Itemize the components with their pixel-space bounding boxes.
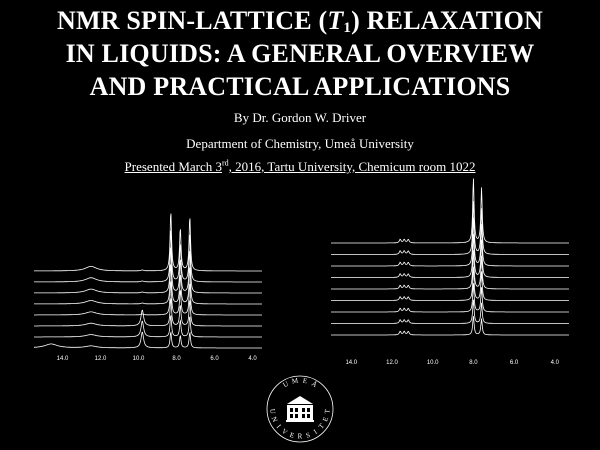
logo-letter: S (305, 431, 312, 440)
spectrum-trace (331, 179, 569, 244)
spectrum-trace (331, 283, 569, 312)
axis-tick-label: 12.0 (94, 356, 107, 362)
logo-letter: R (297, 432, 303, 441)
logo-letter: U (268, 408, 277, 415)
nmr-spectrum-stack-right (325, 175, 575, 370)
logo-letter: I (274, 422, 283, 430)
axis-tick-label: 12.0 (386, 360, 398, 366)
spectrum-trace (331, 217, 569, 266)
logo-letter: T (317, 422, 326, 431)
logo-letter: T (323, 408, 332, 414)
presented-line: Presented March 3rd, 2016, Tartu University, Chemicum room 1022 (124, 158, 476, 174)
spectrum-trace (34, 332, 262, 348)
logo-letter: E (302, 376, 308, 386)
spectrum-trace (34, 231, 262, 282)
logo-letter: N (269, 415, 280, 424)
axis-tick-label: 4.0 (550, 360, 559, 366)
spectrum-trace (331, 267, 569, 301)
title-line-3: AND PRACTICAL APPLICATIONS (89, 72, 511, 101)
spectrum-trace (331, 201, 569, 255)
department-line: Department of Chemistry, Umeå University (186, 136, 414, 151)
logo-letter: U (281, 379, 290, 390)
logo-letter: I (312, 427, 319, 436)
logo-letter: Å (310, 379, 319, 390)
logo-letter: E (321, 415, 331, 423)
logo-letter: V (280, 427, 289, 437)
umea-university-logo (257, 370, 343, 446)
spectrum-trace (331, 250, 569, 289)
axis-tick-label: 6.0 (509, 360, 519, 366)
logo-letter: E (288, 430, 296, 440)
spectrum-trace (34, 298, 262, 326)
axis-tick-label: 8.0 (469, 360, 478, 366)
spectrum-trace (331, 316, 569, 335)
axis-tick-label: 10.0 (426, 360, 439, 366)
spectrum-trace (34, 282, 262, 316)
logo-letter: M (291, 376, 299, 386)
axis-tick-label: 8.0 (172, 356, 181, 362)
axis-tick-label: 6.0 (210, 356, 219, 362)
axis-tick-label: 14.0 (345, 360, 358, 366)
axis-tick-label: 14.0 (56, 356, 69, 362)
title-line-1: NMR SPIN-LATTICE $(T_1)$ RELAXATION (56, 6, 544, 36)
building-icon (286, 396, 314, 422)
axis-tick-label: 4.0 (248, 356, 257, 362)
axis-tick-label: 10.0 (132, 356, 145, 362)
nmr-spectrum-stack-left (30, 205, 280, 365)
spectrum-trace (331, 234, 569, 278)
spectrum-trace (34, 214, 262, 271)
slide-title (0, 4, 600, 103)
title-line-2: IN LIQUIDS: A GENERAL OVERVIEW (65, 39, 535, 68)
author-line: By Dr. Gordon W. Driver (233, 110, 367, 125)
